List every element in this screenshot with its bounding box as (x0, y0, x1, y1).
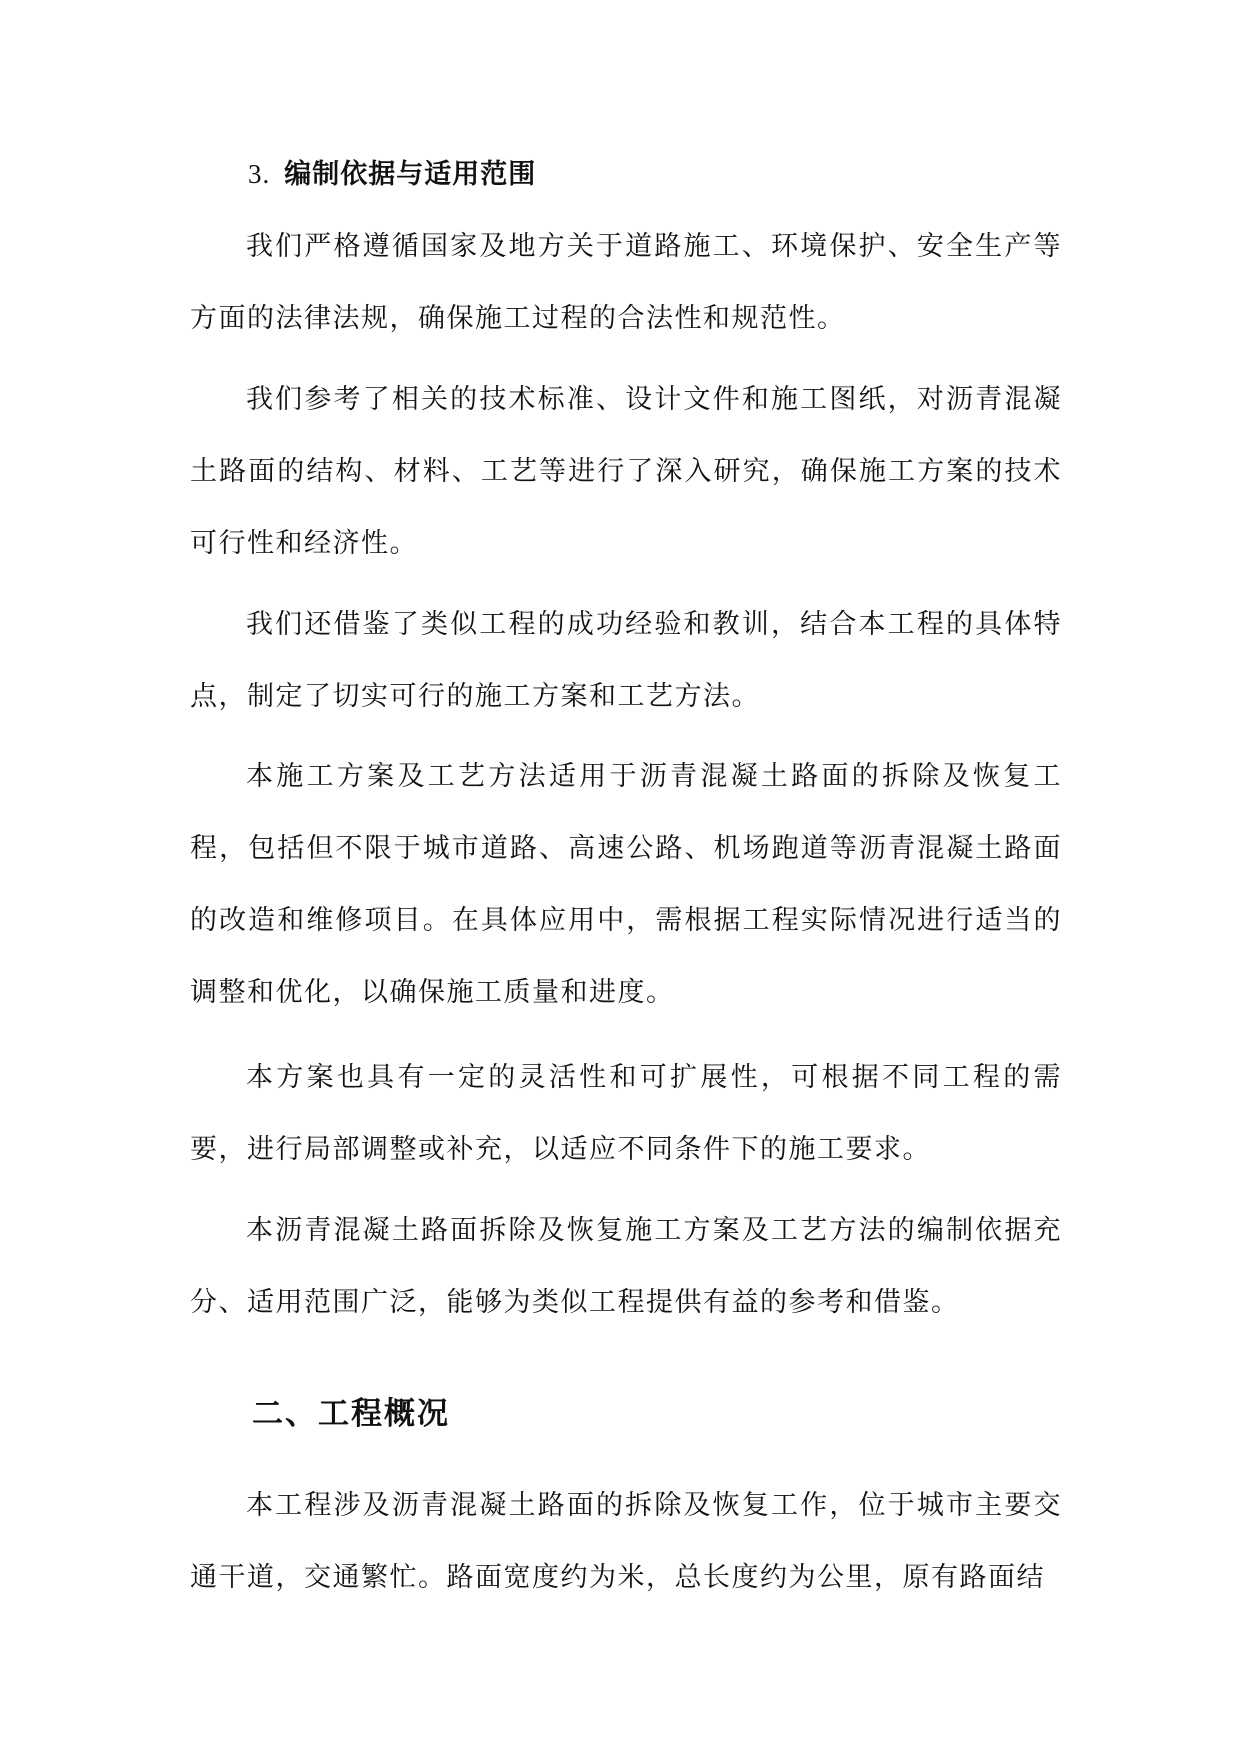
paragraph-flexibility: 本方案也具有一定的灵活性和可扩展性，可根据不同工程的需要，进行局部调整或补充，以适应不同条件下的施工要求。 (190, 1062, 1062, 1165)
paragraph-technical-standards: 我们参考了相关的技术标准、设计文件和施工图纸，对沥青混凝土路面的结构、材料、工艺等进行了深入研究，确保施工方案的技术可行性和经济性。 (190, 384, 1062, 559)
paragraph-summary: 本沥青混凝土路面拆除及恢复施工方案及工艺方法的编制依据充分、适用范围广泛，能够为类似工程提供有益的参考和借鉴。 (190, 1215, 1062, 1318)
paragraph-scope: 本施工方案及工艺方法适用于沥青混凝土路面的拆除及恢复工程，包括但不限于城市道路、高速公路、机场跑道等沥青混凝土路面的改造和维修项目。在具体应用中，需根据工程实际情况进行适当的调整和优化，以确保施工质量和进度。 (190, 761, 1062, 1008)
section-number: 3. (248, 159, 271, 189)
section-title: 编制依据与适用范围 (284, 159, 537, 190)
chapter-heading: 二、工程概况 (252, 1396, 450, 1432)
paragraph-legal-basis: 我们严格遵循国家及地方关于道路施工、环境保护、安全生产等方面的法律法规，确保施工过程的合法性和规范性。 (190, 231, 1062, 334)
paragraph-experience: 我们还借鉴了类似工程的成功经验和教训，结合本工程的具体特点，制定了切实可行的施工方案和工艺方法。 (190, 609, 1062, 712)
section-heading (248, 152, 536, 191)
paragraph-project-overview: 本工程涉及沥青混凝土路面的拆除及恢复工作，位于城市主要交通干道，交通繁忙。路面宽度约为米，总长度约为公里，原有路面结 (190, 1490, 1062, 1593)
